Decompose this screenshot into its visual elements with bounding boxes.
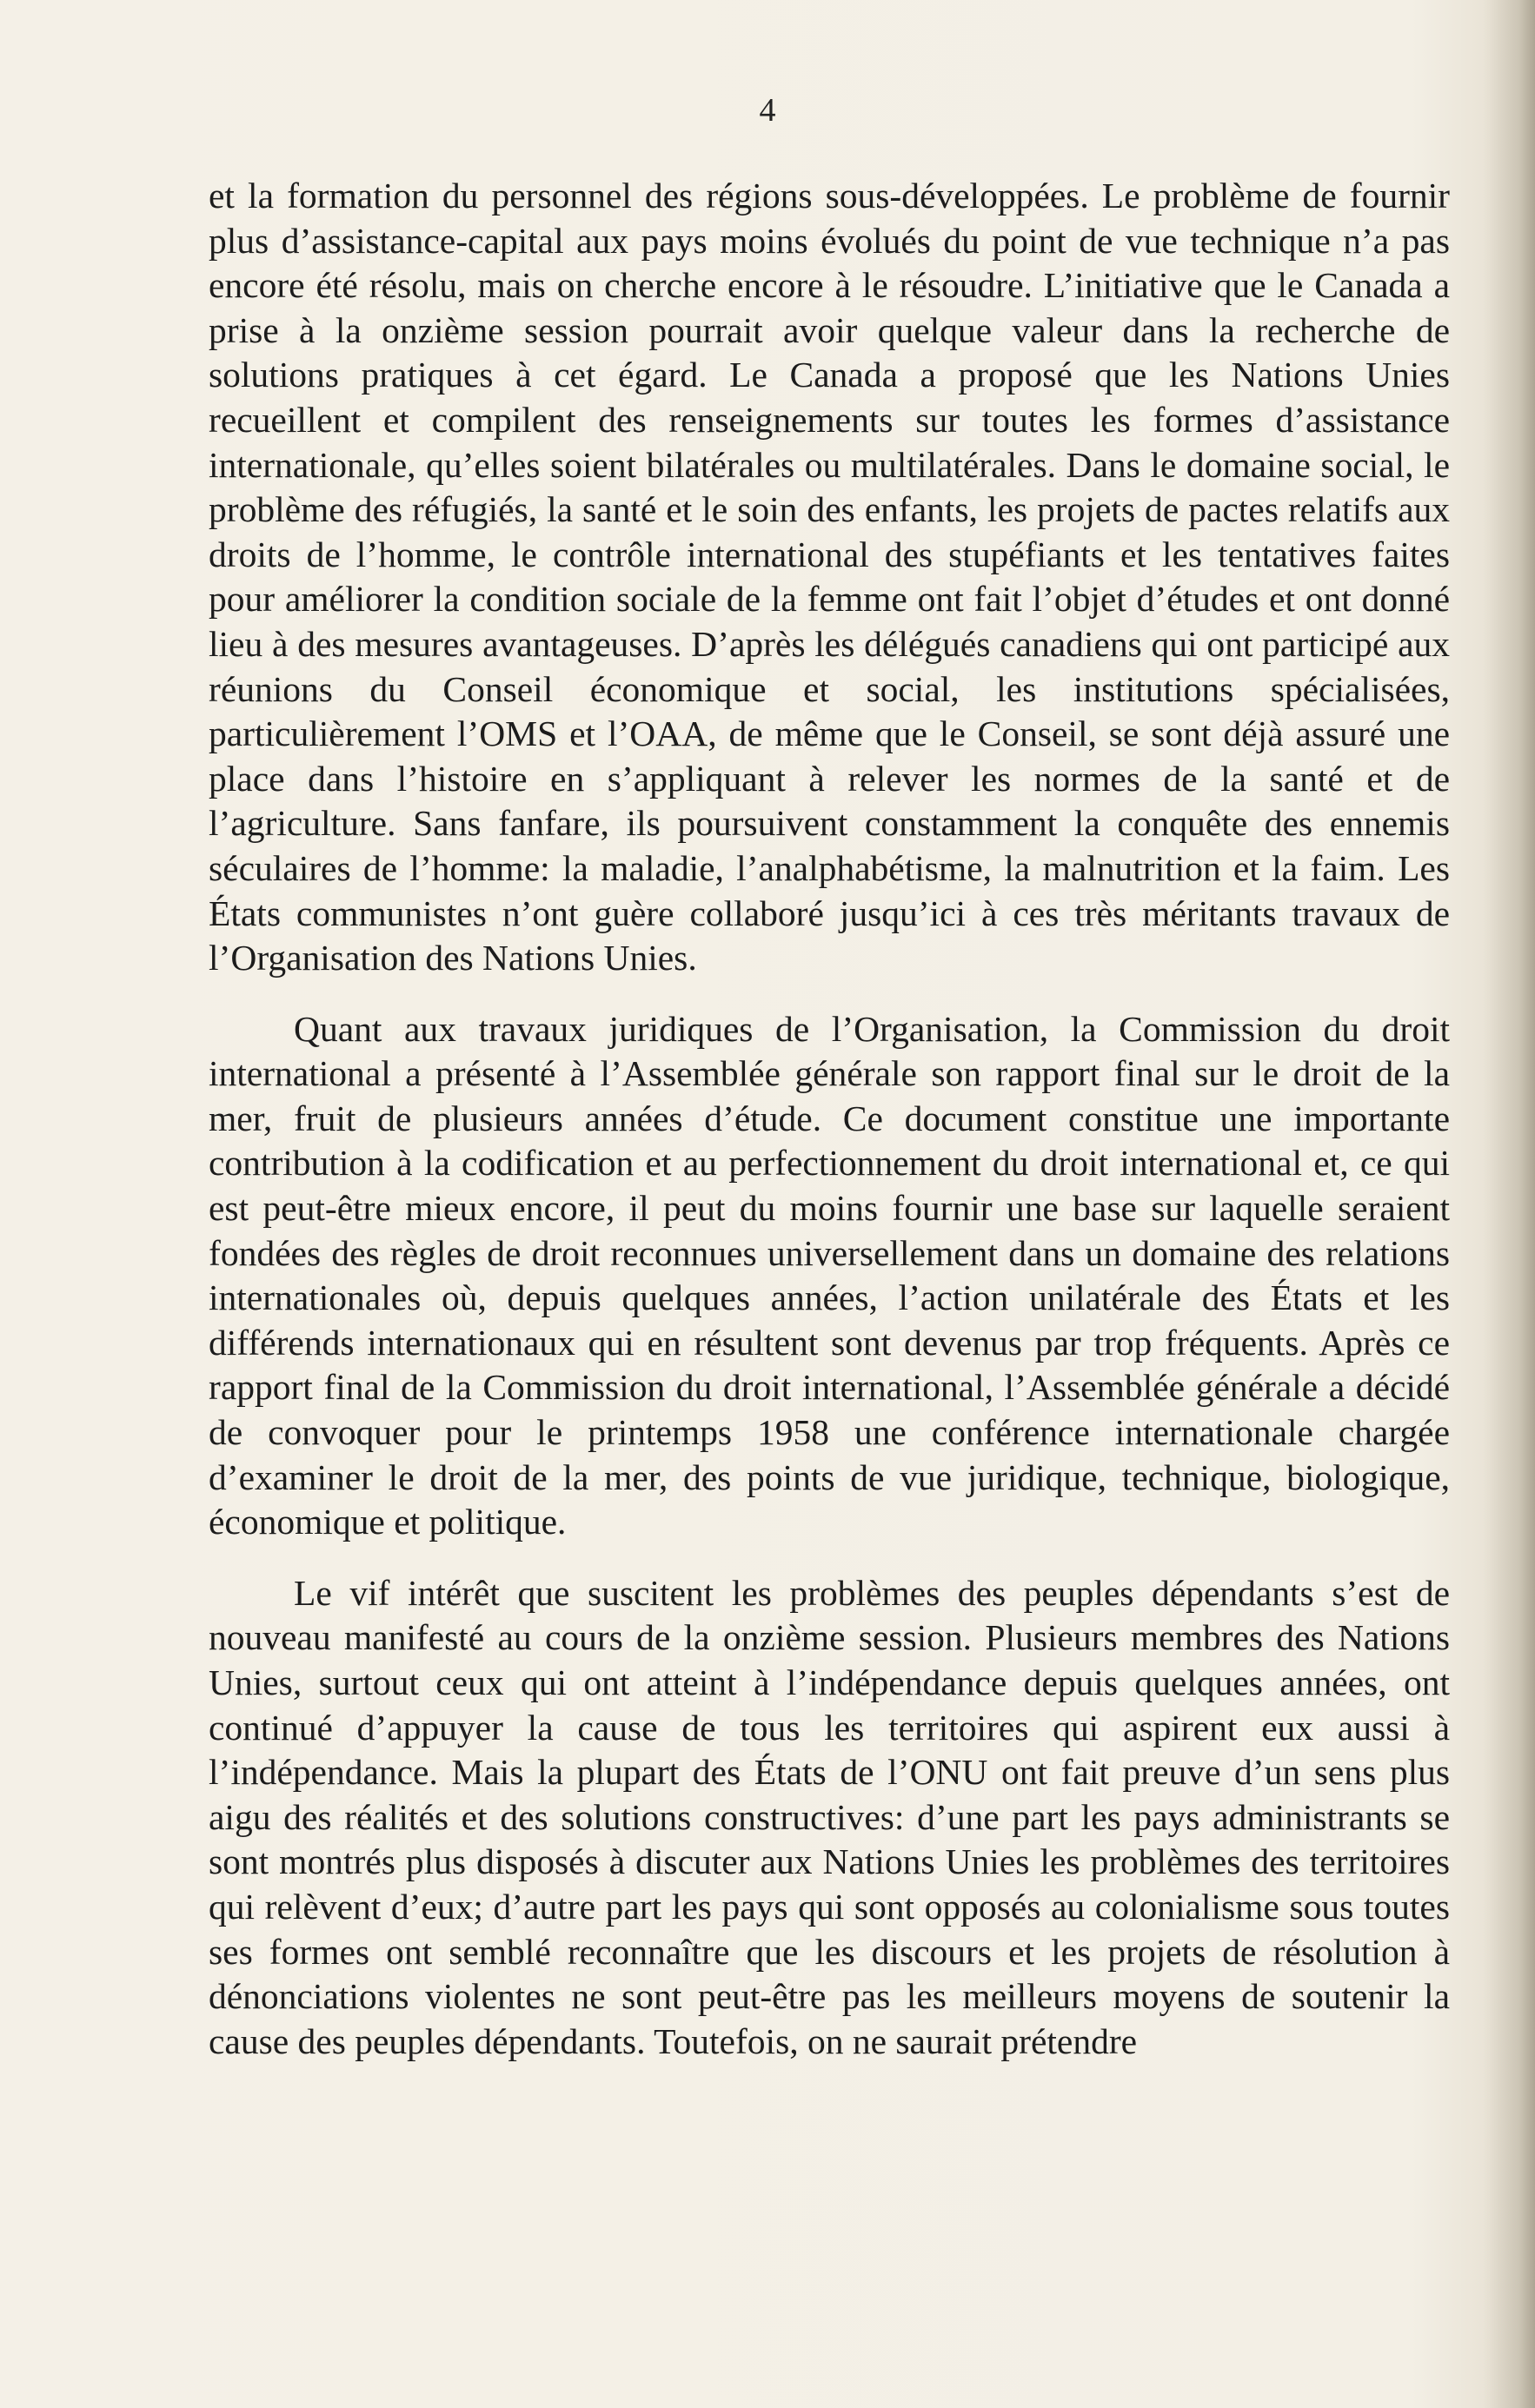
- paragraph-1: et la formation du personnel des régions sous-développées. Le problème de fournir plus d’assistance-capital aux pays moins évolués du point de vue technique n’a pas encore été résolu, mais on cherche encore à le résoudre. L’initiative que le Canada a prise à la onzième session pourrait avoir quelque valeur dans la recherche de solutions pratiques à cet égard. Le Canada a proposé que les Nations Unies recueillent et compilent des renseignements sur toutes les formes d’assistance internationale, qu’elles soient bilatérales ou multilatérales. Dans le domaine social, le problème des réfugiés, la santé et le soin des enfants, les projets de pactes relatifs aux droits de l’homme, le contrôle international des stupéfiants et les tentatives faites pour améliorer la condition sociale de la femme ont fait l’objet d’études et ont donné lieu à des mesures avantageuses. D’après les délégués canadiens qui ont participé aux réunions du Conseil économique et social, les institutions spécialisées, particulièrement l’OMS et l’OAA, de même que le Conseil, se sont déjà assuré une place dans l’histoire en s’appliquant à relever les normes de la santé et de l’agriculture. Sans fanfare, ils poursuivent constamment la conquête des ennemis séculaires de l’homme: la maladie, l’analphabétisme, la malnutrition et la faim. Les États communistes n’ont guère collaboré jusqu’ici à ces très méritants travaux de l’Organisation des Nations Unies.: [209, 176, 1450, 978]
- paragraph-2: Quant aux travaux juridiques de l’Organisation, la Commission du droit international a présenté à l’Assemblée générale son rapport final sur le droit de la mer, fruit de plusieurs années d’étude. Ce document constitue une importante contribution à la codification et au perfectionnement du droit international et, ce qui est peut-être mieux encore, il peut du moins fournir une base sur laquelle seraient fondées des règles de droit reconnues universellement dans un domaine des relations internationales où, depuis quelques années, l’action unilatérale des États et les différends internationaux qui en résultent sont devenus par trop fréquents. Après ce rapport final de la Commission du droit international, l’Assemblée générale a décidé de convoquer pour le printemps 1958 une conférence internationale chargée d’examiner le droit de la mer, des points de vue juridique, technique, biologique, économique et politique.: [209, 1008, 1450, 1542]
- page-number: 4: [759, 92, 776, 129]
- page-edge-shadow: [1483, 0, 1535, 2408]
- paragraph-3: Le vif intérêt que suscitent les problèmes des peuples dépendants s’est de nouveau manifesté au cours de la onzième session. Plusieurs membres des Nations Unies, surtout ceux qui ont atteint à l’indépendance depuis quelques années, ont continué d’appuyer la cause de tous les territoires qui aspirent eux aussi à l’indépendance. Mais la plupart des États de l’ONU ont fait preuve d’un sens plus aigu des réalités et des solutions constructives: d’une part les pays administrants se sont montrés plus disposés à discuter aux Nations Unies les problèmes des territoires qui relèvent d’eux; d’autre part les pays qui sont opposés au colonialisme sous toutes ses formes ont semblé reconnaître que les discours et les projets de résolution à dénonciations violentes ne sont peut-être pas les meilleurs moyens de soutenir la cause des peuples dépendants. Toutefois, on ne saurait prétendre: [209, 1572, 1450, 2061]
- body-text: [209, 174, 1450, 2064]
